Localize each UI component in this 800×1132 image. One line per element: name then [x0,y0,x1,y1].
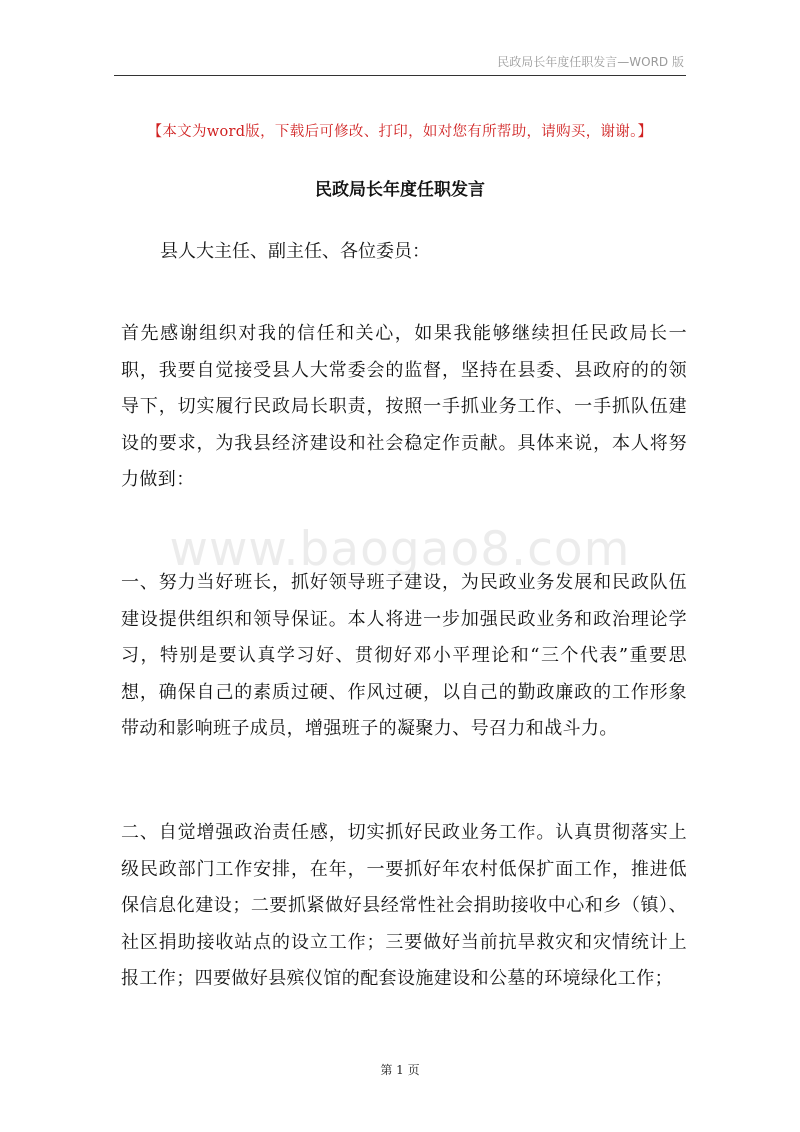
paragraph-intro: 首先感谢组织对我的信任和关心，如果我能够继续担任民政局长一职，我要自觉接受县人大常委会的监督，坚持在县委、县政府的的领导下，切实履行民政局长职责，按照一手抓业务工作、一手抓队伍建设的要求，为我县经济建设和社会稳定作贡献。具体来说，本人将努力做到： [121,323,687,490]
paragraph-section-one: 一、努力当好班长，抓好领导班子建设，为民政业务发展和民政队伍建设提供组织和领导保证。本人将进一步加强民政业务和政治理论学习，特别是要认真学习好、贯彻好邓小平理论和“三个代表”重要思想，确保自己的素质过硬、作风过硬，以自己的勤政廉政的工作形象带动和影响班子成员，增强班子的凝聚力、号召力和战斗力。 [121,572,687,739]
document-title: 民政局长年度任职发言 [315,180,485,200]
running-header-title: 民政局长年度任职发言—WORD 版 [497,55,684,69]
header-divider [114,75,686,76]
purchase-notice: 【本文为word版，下载后可修改、打印，如对您有所帮助，请购买，谢谢。】 [147,124,653,140]
salutation: 县人大主任、副主任、各位委员： [160,241,430,262]
watermark: www.baogao8.com [169,522,631,577]
page-number: 第 1 页 [380,1063,420,1077]
paragraph-section-two: 二、自觉增强政治责任感，切实抓好民政业务工作。认真贯彻落实上级民政部门工作安排，在年，一要抓好年农村低保扩面工作，推进低保信息化建设；二要抓紧做好县经常性社会捐助接收中心和乡（镇）、社区捐助接收站点的设立工作；三要做好当前抗旱救灾和灾情统计上报工作；四要做好县殡仪馆的配套设施建设和公墓的环境绿化工作； [121,822,687,989]
